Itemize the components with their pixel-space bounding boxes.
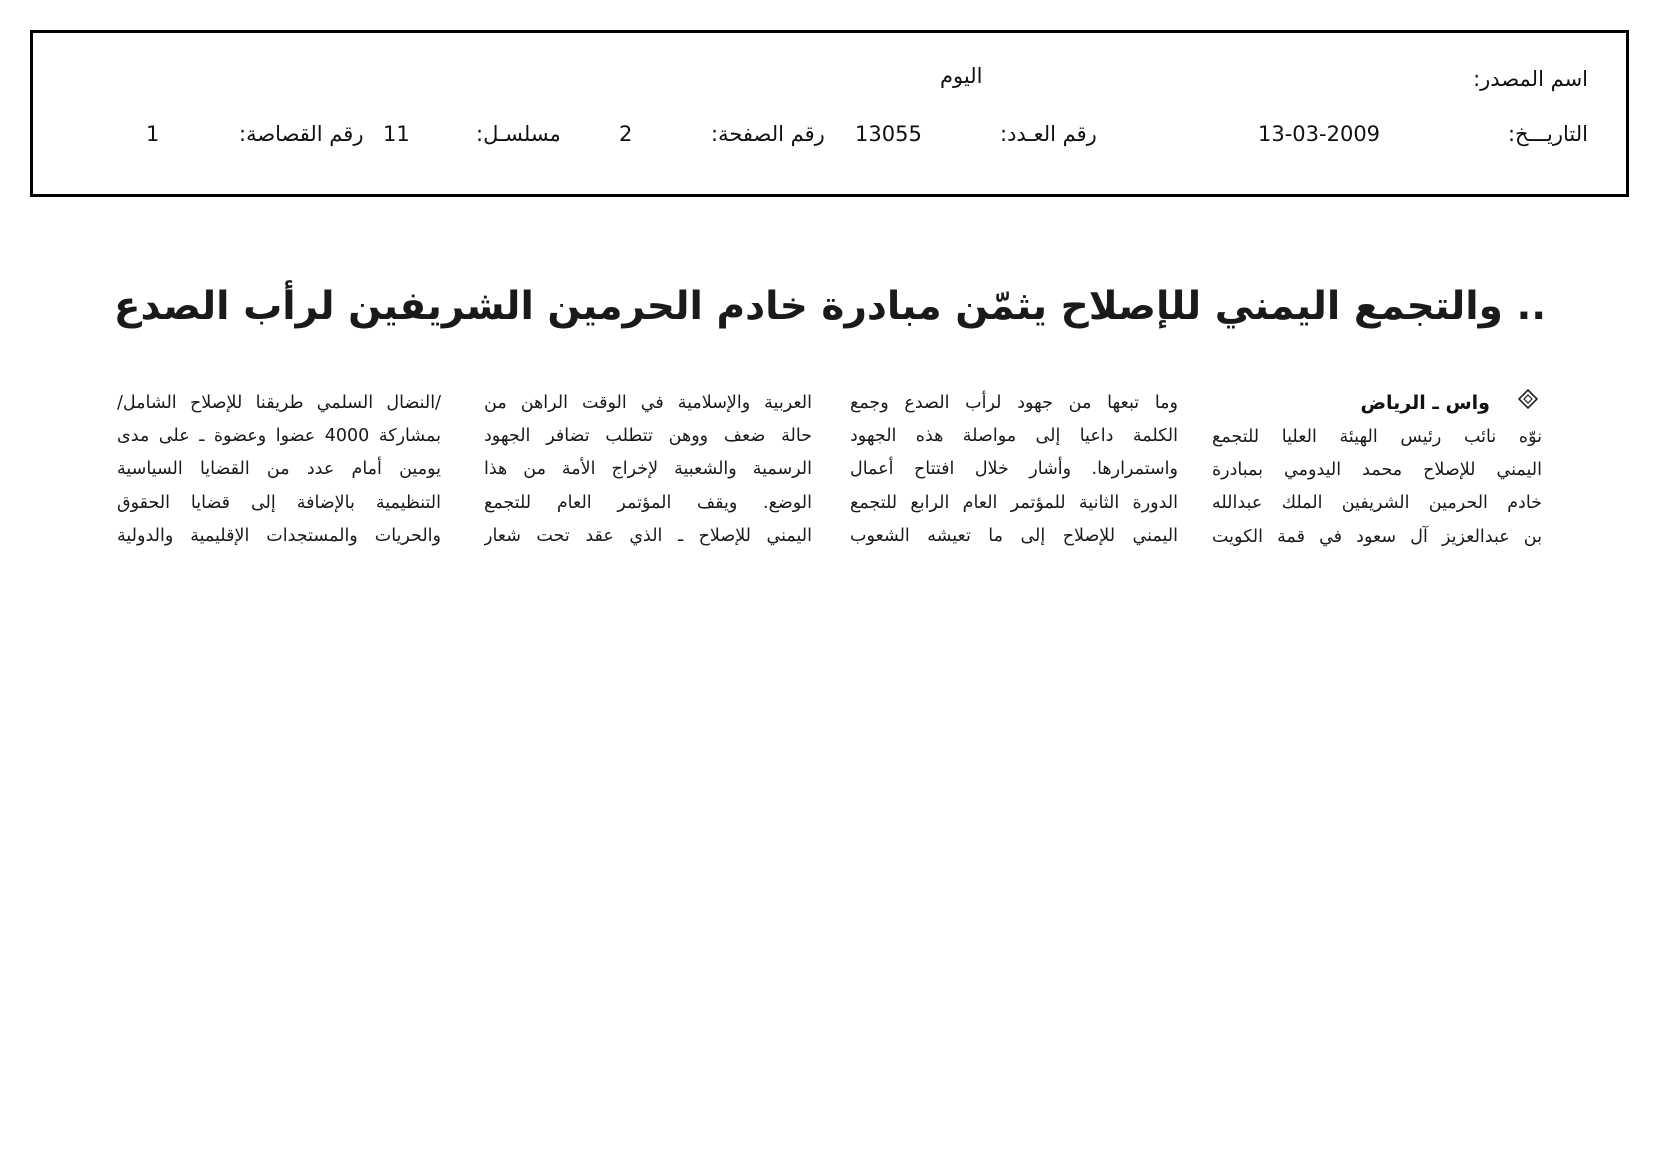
- issue-value: 13055: [855, 122, 922, 146]
- text-line: الدورة الثانية للمؤتمر العام الرابع للتجمع: [850, 492, 1178, 513]
- article-column-4: [117, 387, 441, 553]
- text-line: والحريات والمستجدات الإقليمية والدولية: [117, 525, 441, 546]
- text-line: نوّه نائب رئيس الهيئة العليا للتجمع: [1212, 427, 1542, 447]
- text-line: الرسمية والشعبية لإخراج الأمة من هذا: [484, 459, 812, 480]
- text-line: /النضال السلمي طريقنا للإصلاح الشامل/: [117, 393, 441, 413]
- text-line: اليمني للإصلاح إلى ما تعيشه الشعوب: [850, 525, 1178, 546]
- text-line: اليمني للإصلاح ـ الذي عقد تحت شعار: [484, 525, 812, 546]
- article-column-3: [484, 387, 812, 553]
- source-label: اسم المصدر:: [1473, 67, 1588, 91]
- text-line: خادم الحرمين الشريفين الملك عبدالله: [1212, 493, 1542, 514]
- clip-value: 1: [146, 122, 160, 146]
- source-value: اليوم: [940, 64, 983, 88]
- text-line: بن عبدالعزيز آل سعود في قمة الكويت: [1212, 526, 1542, 547]
- text-line: الوضع. ويقف المؤتمر العام للتجمع: [484, 492, 812, 513]
- clip-label: رقم القصاصة:: [239, 122, 364, 146]
- serial-value: 11: [383, 122, 410, 146]
- text-line: واستمرارها. وأشار خلال افتتاح أعمال: [850, 459, 1178, 480]
- text-line: يومين أمام عدد من القضايا السياسية: [117, 459, 441, 480]
- issue-label: رقم العـدد:: [1000, 122, 1097, 146]
- date-label: التاريـــخ:: [1507, 122, 1588, 146]
- date-value: 13-03-2009: [1258, 122, 1381, 146]
- text-line: بمشاركة 4000 عضوا وعضوة ـ على مدى: [117, 426, 441, 447]
- text-line: وما تبعها من جهود لرأب الصدع وجمع: [850, 393, 1178, 413]
- diamond-stamp-icon: [1518, 389, 1538, 409]
- text-line: العربية والإسلامية في الوقت الراهن من: [484, 393, 812, 413]
- article-headline: .. والتجمع اليمني للإصلاح يثمّن مبادرة خادم الحرمين الشريفين لرأب الصدع: [113, 284, 1547, 329]
- text-line: حالة ضعف ووهن تتطلب تضافر الجهود: [484, 426, 812, 447]
- article-column-2: [850, 387, 1178, 553]
- serial-label: مسلسـل:: [476, 122, 561, 146]
- article-column-1: [1212, 421, 1542, 554]
- source-info-box: [30, 30, 1629, 197]
- text-line: الكلمة داعيا إلى مواصلة هذه الجهود: [850, 426, 1178, 447]
- article-byline: واس ـ الرياض: [1360, 392, 1490, 414]
- text-line: اليمني للإصلاح محمد اليدومي بمبادرة: [1212, 460, 1542, 481]
- page-label: رقم الصفحة:: [711, 122, 825, 146]
- page-value: 2: [619, 122, 633, 146]
- text-line: التنظيمية بالإضافة إلى قضايا الحقوق: [117, 492, 441, 513]
